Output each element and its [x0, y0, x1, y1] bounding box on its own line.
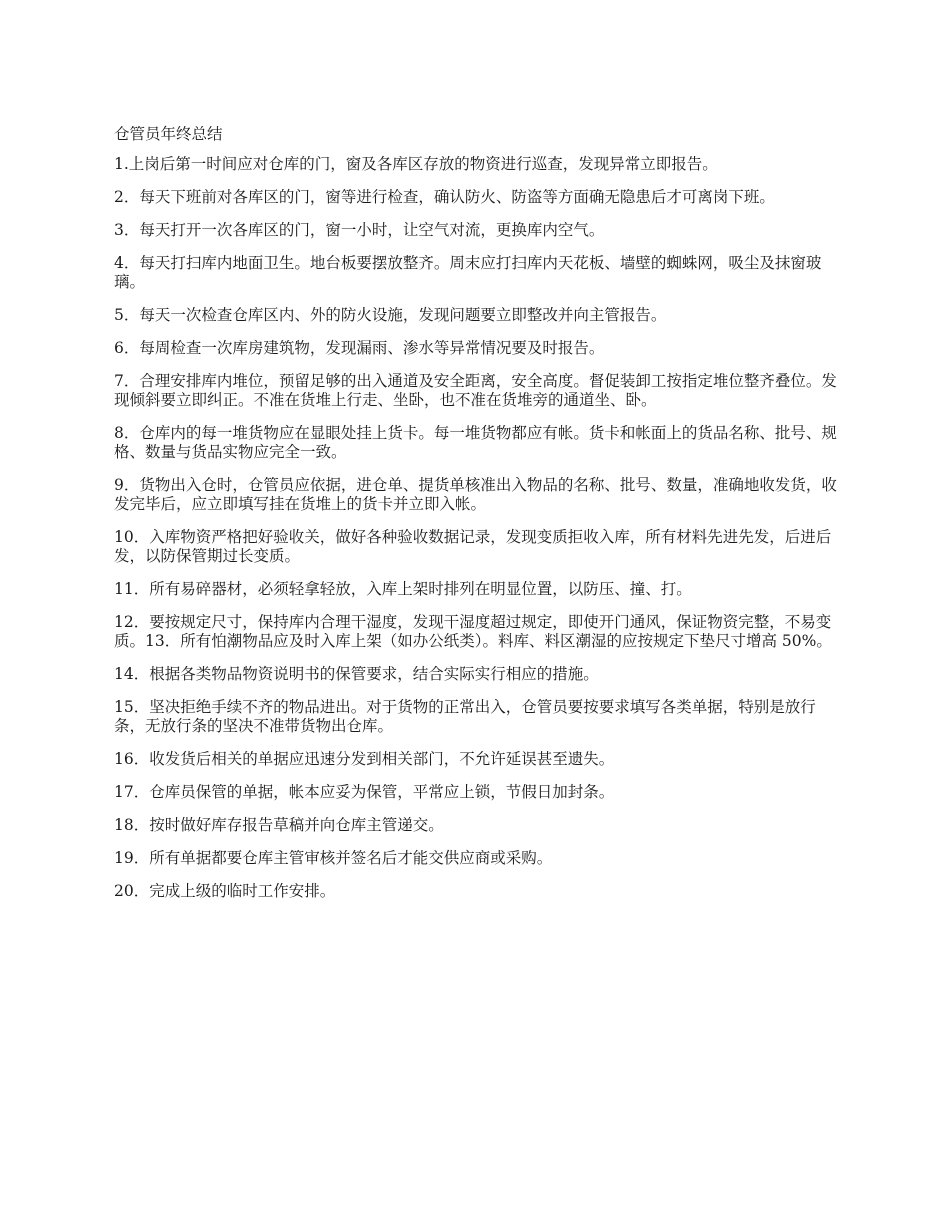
paragraph-5: 5．每天一次检查仓库区内、外的防火设施，发现问题要立即整改并向主管报告。 [114, 306, 667, 324]
paragraph-4: 4．每天打扫库内地面卫生。地台板要摆放整齐。周末应打扫库内天花板、墙壁的蜘蛛网，吸尘及抹窗玻璃。 [114, 254, 822, 291]
paragraph-19: 19．所有单据都要仓库主管审核并签名后才能交供应商或采购。 [114, 849, 553, 867]
paragraph-16: 16．收发货后相关的单据应迅速分发到相关部门，不允许延误甚至遗失。 [114, 750, 615, 768]
paragraph-15: 15．坚决拒绝手续不齐的物品进出。对于货物的正常出入，仓管员要按要求填写各类单据，特别是放行条，无放行条的坚决不准带货物出仓库。 [114, 698, 816, 735]
paragraph-18: 18．按时做好库存报告草稿并向仓库主管递交。 [114, 816, 444, 834]
document-title: 仓管员年终总结 [114, 125, 223, 143]
paragraph-9: 9．货物出入仓时，仓管员应依据，进仓单、提货单核准出入物品的名称、批号、数量，准确地收发货，收发完毕后，应立即填写挂在货堆上的货卡并立即入帐。 [114, 476, 837, 513]
paragraph-1: 1.上岗后第一时间应对仓库的门，窗及各库区存放的物资进行巡查，发现异常立即报告。 [114, 155, 718, 173]
paragraph-6: 6．每周检查一次库房建筑物，发现漏雨、渗水等异常情况要及时报告。 [114, 339, 605, 357]
paragraph-2: 2．每天下班前对各库区的门，窗等进行检查，确认防火、防盗等方面确无隐患后才可离岗下班。 [114, 188, 775, 206]
paragraph-8: 8．仓库内的每一堆货物应在显眼处挂上货卡。每一堆货物都应有帐。货卡和帐面上的货品名称、批号、规格、数量与货品实物应完全一致。 [114, 424, 837, 461]
paragraph-12-13: 12．要按规定尺寸，保持库内合理干湿度，发现干湿度超过规定，即使开门通风，保证物资完整，不易变质。13．所有怕潮物品应及时入库上架（如办公纸类）。料库、料区潮湿的应按规定下垫尺寸增高 50%。 [114, 613, 832, 650]
paragraph-17: 17．仓库员保管的单据，帐本应妥为保管，平常应上锁，节假日加封条。 [114, 783, 615, 801]
document-page [114, 125, 839, 915]
paragraph-7: 7．合理安排库内堆位，预留足够的出入通道及安全距离，安全高度。督促装卸工按指定堆位整齐叠位。发现倾斜要立即纠正。不准在货堆上行走、坐卧，也不准在货堆旁的通道坐、卧。 [114, 372, 837, 409]
paragraph-10: 10．入库物资严格把好验收关，做好各种验收数据记录，发现变质拒收入库，所有材料先进先发，后进后发，以防保管期过长变质。 [114, 528, 832, 565]
paragraph-20: 20．完成上级的临时工作安排。 [114, 882, 336, 900]
paragraph-3: 3．每天打开一次各库区的门，窗一小时，让空气对流，更换库内空气。 [114, 221, 605, 239]
paragraph-11: 11．所有易碎器材，必须轻拿轻放，入库上架时排列在明显位置，以防压、撞、打。 [114, 580, 692, 598]
paragraph-14: 14．根据各类物品物资说明书的保管要求，结合实际实行相应的措施。 [114, 665, 599, 683]
